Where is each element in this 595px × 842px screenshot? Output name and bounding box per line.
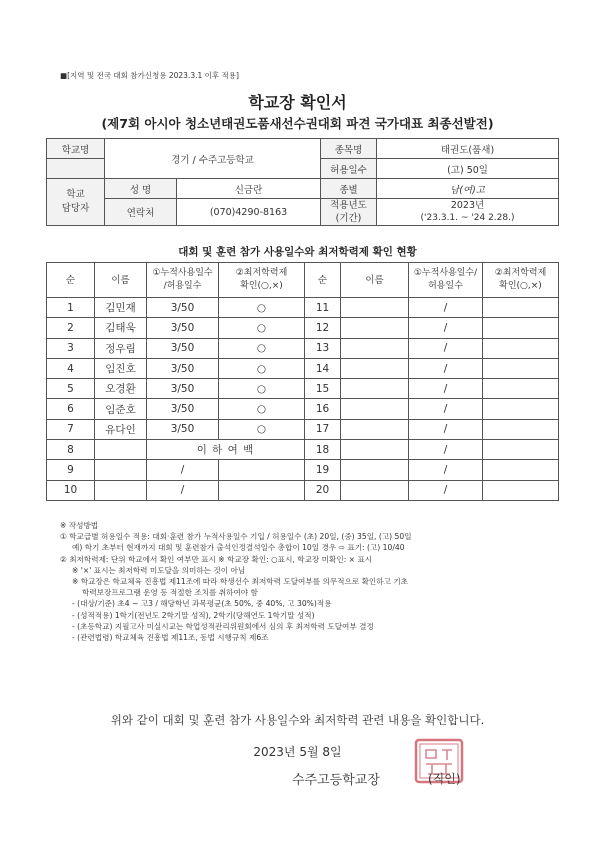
row-name (95, 460, 147, 480)
row-check: ○ (219, 358, 305, 378)
row-no-right: 14 (305, 358, 341, 378)
row-days-right: / (409, 338, 483, 358)
note-line: ① 학교급별 허용일수 적용: 대회·훈련 참가 누적사용일수 기입 / 허용일수 (초) 20일, (중) 35일, (고) 50일 (60, 532, 412, 542)
year-range: ('23.3.1. ~ '24 2.28.) (420, 213, 515, 223)
row-check-right (483, 419, 559, 439)
row-no-right: 15 (305, 379, 341, 399)
note-line: - (성적적용) 1학기(전년도 2학기말 성적), 2학기(당해연도 1학기말 성적) (72, 610, 315, 620)
row-name: 오경환 (95, 379, 147, 399)
note-line: - (관련법령) 학교체육 진흥법 제11조, 동법 시행규칙 제6조 (72, 633, 269, 643)
table-row (47, 480, 559, 500)
table-row (47, 338, 559, 358)
header-days2-l2: 허용일수 (428, 281, 463, 291)
row-days-right: / (409, 379, 483, 399)
event-value: 태권도(품새) (377, 139, 559, 159)
header-name-2: 이름 (341, 263, 409, 298)
issue-date: 2023년 5월 8일 (253, 745, 342, 759)
info-table (46, 138, 559, 226)
row-no-right: 16 (305, 399, 341, 419)
table-row (47, 460, 559, 480)
row-days-right: / (409, 358, 483, 378)
row-name (95, 440, 147, 460)
row-no: 5 (47, 379, 95, 399)
school-value: 경기 / 수주고등학교 (105, 139, 321, 179)
row-name: 임준호 (95, 399, 147, 419)
table-row (47, 440, 559, 460)
row-days-right: / (409, 419, 483, 439)
header-check2-l1: ②최저학력제 (494, 268, 547, 278)
row-name-right (341, 298, 409, 318)
event-label: 종목명 (321, 139, 377, 159)
contact-value: (070)4290-8163 (177, 199, 321, 226)
row-name-right (341, 318, 409, 338)
row-name-right (341, 338, 409, 358)
section-title: 대회 및 훈련 참가 사용일수와 최저학력제 확인 현황 (178, 246, 417, 258)
row-name: 김민재 (95, 298, 147, 318)
row-no: 6 (47, 399, 95, 419)
row-days-right: / (409, 480, 483, 500)
row-days: 3/50 (147, 338, 219, 358)
row-check: ○ (219, 419, 305, 439)
row-no-right: 17 (305, 419, 341, 439)
note-line: ※ '×' 표시는 최저학력 미도달을 의미하는 것이 아님 (72, 565, 246, 575)
row-days: 3/50 (147, 358, 219, 378)
table-row (47, 318, 559, 338)
table-row (47, 399, 559, 419)
allowed-label: 허용일수 (321, 159, 377, 179)
page-subtitle: (제7회 아시아 청소년태권도품새선수권대회 파견 국가대표 최종선발전) (101, 116, 494, 131)
school-label-cont (47, 159, 105, 179)
row-days: / (147, 480, 219, 500)
row-no: 3 (47, 338, 95, 358)
row-name-right (341, 379, 409, 399)
header-days-l1: ①누적사용일수 (152, 268, 213, 278)
manager-label: 학교 담당자 (47, 179, 105, 226)
contact-label: 연락처 (105, 199, 177, 226)
row-days: 3/50 (147, 419, 219, 439)
school-principal: 수주고등학교장 (292, 773, 380, 788)
row-no: 7 (47, 419, 95, 439)
seal-label: (직인) (428, 772, 461, 786)
type-value: 남(여)고 (377, 179, 559, 199)
header-days-l2: /허용일수 (163, 281, 202, 291)
row-check (219, 480, 305, 500)
school-label: 학교명 (47, 139, 105, 159)
table-row (47, 298, 559, 318)
row-name (95, 480, 147, 500)
row-name-right (341, 440, 409, 460)
header-check-2 (483, 263, 559, 298)
header-name: 이름 (95, 263, 147, 298)
row-days-right: / (409, 460, 483, 480)
table-row (47, 358, 559, 378)
header-check-l1: ②최저학력제 (235, 268, 288, 278)
type-label: 종별 (321, 179, 377, 199)
header-days (147, 263, 219, 298)
confirmation-statement: 위와 같이 대회 및 훈련 참가 사용일수와 최저학력 관련 내용을 확인합니다. (110, 713, 485, 727)
header-check2-l2: 확인(○,×) (499, 281, 542, 291)
row-days-right: / (409, 318, 483, 338)
note-line: - (대상/기준) 초4 ~ 고3 / 해당학년 과목평균(초 50%, 중 40%, 고 30%)적용 (72, 599, 332, 609)
row-days-right: / (409, 298, 483, 318)
table-row (47, 379, 559, 399)
row-check: ○ (219, 399, 305, 419)
note-line: ※ 학교장은 학교체육 진흥법 제11조에 따라 학생선수 최저학력 도달여부를 의무적으로 확인하고 기초 (72, 577, 408, 587)
row-no: 1 (47, 298, 95, 318)
writing-instructions (60, 520, 560, 643)
page-title: 학교장 확인서 (248, 93, 347, 112)
row-check (219, 460, 305, 480)
year-label (321, 199, 377, 226)
row-no: 4 (47, 358, 95, 378)
header-check (219, 263, 305, 298)
note-line: 학력보장프로그램 운영 등 적절한 조치를 취하여야 함 (82, 588, 258, 598)
row-days-right: / (409, 440, 483, 460)
row-name-right (341, 399, 409, 419)
row-no-right: 19 (305, 460, 341, 480)
row-check-right (483, 338, 559, 358)
year-value-main: 2023년 (450, 200, 485, 211)
row-check: ○ (219, 338, 305, 358)
row-days: 3/50 (147, 399, 219, 419)
year-label-sub: (기간) (335, 213, 362, 224)
note-line: 예) 학기 초부터 현재까지 대회 및 훈련참가 출석인정결석일수 총합이 10일 경우 ⇨ 표기: (고) 10/40 (72, 543, 405, 553)
notes-heading: ※ 작성방법 (60, 521, 99, 530)
row-check-right (483, 480, 559, 500)
row-check-right (483, 298, 559, 318)
blank-marker: 이 하 여 백 (147, 440, 305, 460)
row-no: 2 (47, 318, 95, 338)
top-note: ■[지역 및 전국 대회 참가신청용 2023.3.1 이후 적용] (60, 71, 239, 80)
row-name-right (341, 419, 409, 439)
row-check-right (483, 399, 559, 419)
name-label: 성 명 (105, 179, 177, 199)
roster-table (46, 262, 559, 501)
row-no: 10 (47, 480, 95, 500)
header-no: 순 (47, 263, 95, 298)
row-no: 9 (47, 460, 95, 480)
row-check-right (483, 440, 559, 460)
row-check-right (483, 318, 559, 338)
row-name-right (341, 358, 409, 378)
row-name: 정우림 (95, 338, 147, 358)
row-name-right (341, 480, 409, 500)
row-days: 3/50 (147, 298, 219, 318)
row-check: ○ (219, 298, 305, 318)
row-name-right (341, 460, 409, 480)
row-check: ○ (219, 379, 305, 399)
row-no-right: 12 (305, 318, 341, 338)
row-name: 임진호 (95, 358, 147, 378)
header-days2-l1: ①누적사용일수/ (413, 268, 478, 278)
year-value (377, 199, 559, 226)
row-no-right: 11 (305, 298, 341, 318)
table-row (47, 419, 559, 439)
row-no-right: 20 (305, 480, 341, 500)
year-label-main: 적용년도 (330, 200, 367, 211)
row-no-right: 13 (305, 338, 341, 358)
row-days: 3/50 (147, 318, 219, 338)
row-check: ○ (219, 318, 305, 338)
row-check-right (483, 379, 559, 399)
allowed-value: (고) 50일 (377, 159, 559, 179)
row-name: 김태욱 (95, 318, 147, 338)
header-check-l2: 확인(○,×) (240, 281, 283, 291)
row-name: 유다인 (95, 419, 147, 439)
row-check-right (483, 460, 559, 480)
header-no-2: 순 (305, 263, 341, 298)
row-days-right: / (409, 399, 483, 419)
note-line: ② 최저학력제: 단위 학교에서 확인 여부만 표시 ※ 학교장 확인: ○표시, 학교장 미확인: × 표시 (60, 554, 373, 564)
row-no: 8 (47, 440, 95, 460)
row-check-right (483, 358, 559, 378)
row-days: 3/50 (147, 379, 219, 399)
row-no-right: 18 (305, 440, 341, 460)
note-line: - (초등학교) 지필고사 미실시교는 학업성적관리위원회에서 심의 후 최저학력 도달여부 결정 (72, 621, 374, 631)
header-days-2 (409, 263, 483, 298)
name-value: 신금란 (177, 179, 321, 199)
row-days: / (147, 460, 219, 480)
